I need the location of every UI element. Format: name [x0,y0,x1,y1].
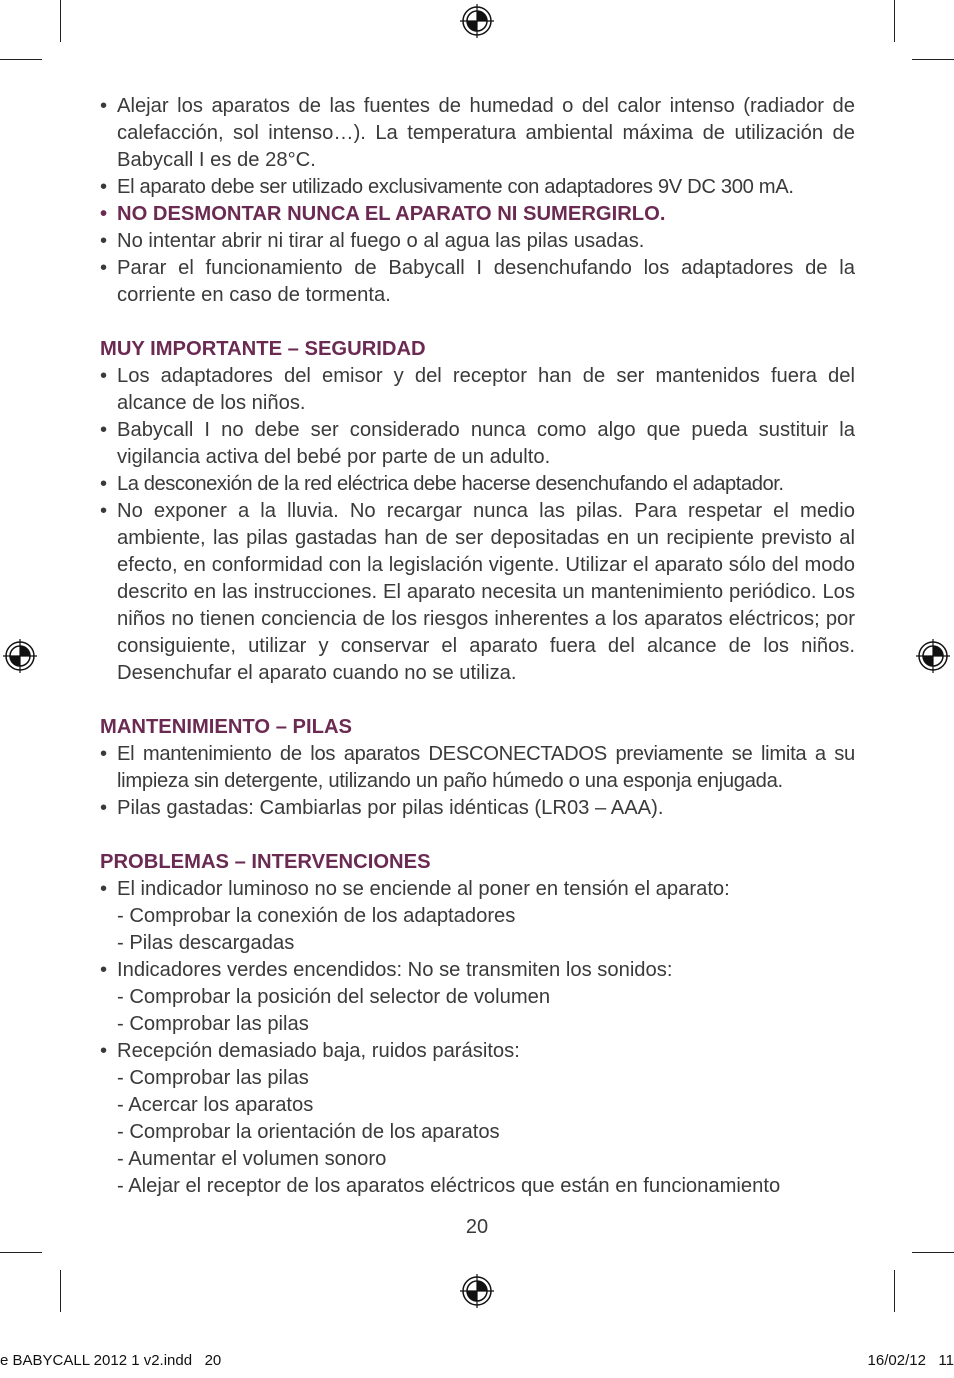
list-item-text: Parar el funcionamiento de Babycall I desenchufando los adaptadores de la corriente en caso de tormenta. [117,257,855,306]
list-item-text: No exponer a la lluvia. No recargar nunca las pilas. Para respetar el medio ambiente, las pilas gastadas han de ser depositadas en un recipiente previsto al efecto, en conformidad con la legislación vigente. Utilizar el aparato sólo del modo descrito en las instrucciones. El aparato necesita un mantenimiento periódico. Los niños no tienen conciencia de los riesgos inherentes a los aparatos eléctricos; por consiguiente, utilizar y conservar el aparato fuera del alcance de los niños. Desenchufar el aparato cuando no se utiliza. [117,500,855,684]
list-item [100,795,855,822]
crop-mark [60,0,61,42]
bullet-icon: • [100,176,107,198]
list-item [100,471,855,498]
bullet-icon: • [100,365,108,387]
sub-item: - Comprobar las pilas [117,1067,309,1089]
slug-date: 16/02/12 11 [867,1352,954,1369]
sub-item: - Pilas descargadas [117,932,295,954]
registration-mark-icon [916,639,950,673]
list-item [100,201,855,228]
list-item [100,417,855,471]
bullet-icon: • [100,203,108,225]
sub-item: - Alejar el receptor de los aparatos eléctricos que están en funcionamiento [117,1175,781,1197]
section-heading-maintenance: MANTENIMIENTO – PILAS [100,716,352,738]
list-item [100,876,855,903]
sub-item: - Aumentar el volumen sonoro [117,1148,387,1170]
list-item-text: Recepción demasiado baja, ruidos parásitos: [117,1040,520,1062]
bullet-icon: • [100,257,108,279]
sub-item: - Acercar los aparatos [117,1094,314,1116]
section-heading-problems: PROBLEMAS – INTERVENCIONES [100,851,431,873]
section-heading-security: MUY IMPORTANTE – SEGURIDAD [100,338,426,360]
safety-list [100,93,855,309]
crop-mark [60,1270,61,1312]
page-number: 20 [465,1216,489,1238]
list-item [100,228,855,255]
list-item-text: La desconexión de la red eléctrica debe hacerse desenchufando el adaptador. [117,473,784,495]
list-item-text: El mantenimiento de los aparatos DESCONECTADOS previamente se limita a su limpieza sin detergente, utilizando un paño húmedo o una esponja enjugada. [117,743,855,792]
list-item [100,93,855,174]
page-content [100,93,855,1200]
list-item-text: El indicador luminoso no se enciende al poner en tensión el aparato: [117,878,730,900]
list-item [100,363,855,417]
registration-mark-icon [460,4,494,38]
bullet-icon: • [100,878,108,900]
bullet-icon: • [100,419,108,441]
crop-mark [912,59,954,60]
list-item [100,255,855,309]
crop-mark [0,59,42,60]
bullet-icon: • [100,500,108,522]
list-item-text: No intentar abrir ni tirar al fuego o al agua las pilas usadas. [117,230,645,252]
bullet-icon: • [100,473,107,495]
sub-item: - Comprobar la orientación de los aparatos [117,1121,500,1143]
sub-item: - Comprobar la conexión de los adaptadores [117,905,516,927]
bullet-icon: • [100,743,107,765]
registration-mark-icon [460,1274,494,1308]
list-item-text: Los adaptadores del emisor y del receptor han de ser mantenidos fuera del alcance de los niños. [117,365,855,414]
list-item [100,498,855,687]
bullet-icon: • [100,797,108,819]
list-item [100,957,855,984]
problems-list [100,876,855,1200]
bullet-icon: • [100,1040,108,1062]
registration-mark-icon [3,639,37,673]
bullet-icon: • [100,959,108,981]
list-item-text: El aparato debe ser utilizado exclusivamente con adaptadores 9V DC 300 mA. [117,176,794,198]
bullet-icon: • [100,230,108,252]
crop-mark [0,1252,42,1253]
list-item-text: Alejar los aparatos de las fuentes de humedad o del calor intenso (radiador de calefacción, sol intenso…). La temperatura ambiental máxima de utilización de Babycall I es de 28°C. [117,95,855,171]
bullet-icon: • [100,95,108,117]
maintenance-list [100,741,855,822]
security-list [100,363,855,687]
crop-mark [912,1252,954,1253]
list-item-text: NO DESMONTAR NUNCA EL APARATO NI SUMERGIRLO. [117,203,666,225]
list-item [100,741,855,795]
list-item [100,174,855,201]
crop-mark [894,0,895,42]
list-item-text: Babycall I no debe ser considerado nunca como algo que pueda sustituir la vigilancia activa del bebé por parte de un adulto. [117,419,855,468]
list-item-text: Pilas gastadas: Cambiarlas por pilas idénticas (LR03 – AAA). [117,797,664,819]
list-item [100,1038,855,1065]
list-item-text: Indicadores verdes encendidos: No se transmiten los sonidos: [117,959,673,981]
sub-item: - Comprobar la posición del selector de volumen [117,986,551,1008]
crop-mark [894,1270,895,1312]
sub-item: - Comprobar las pilas [117,1013,309,1035]
slug-filename: e BABYCALL 2012 1 v2.indd 20 [0,1352,222,1369]
